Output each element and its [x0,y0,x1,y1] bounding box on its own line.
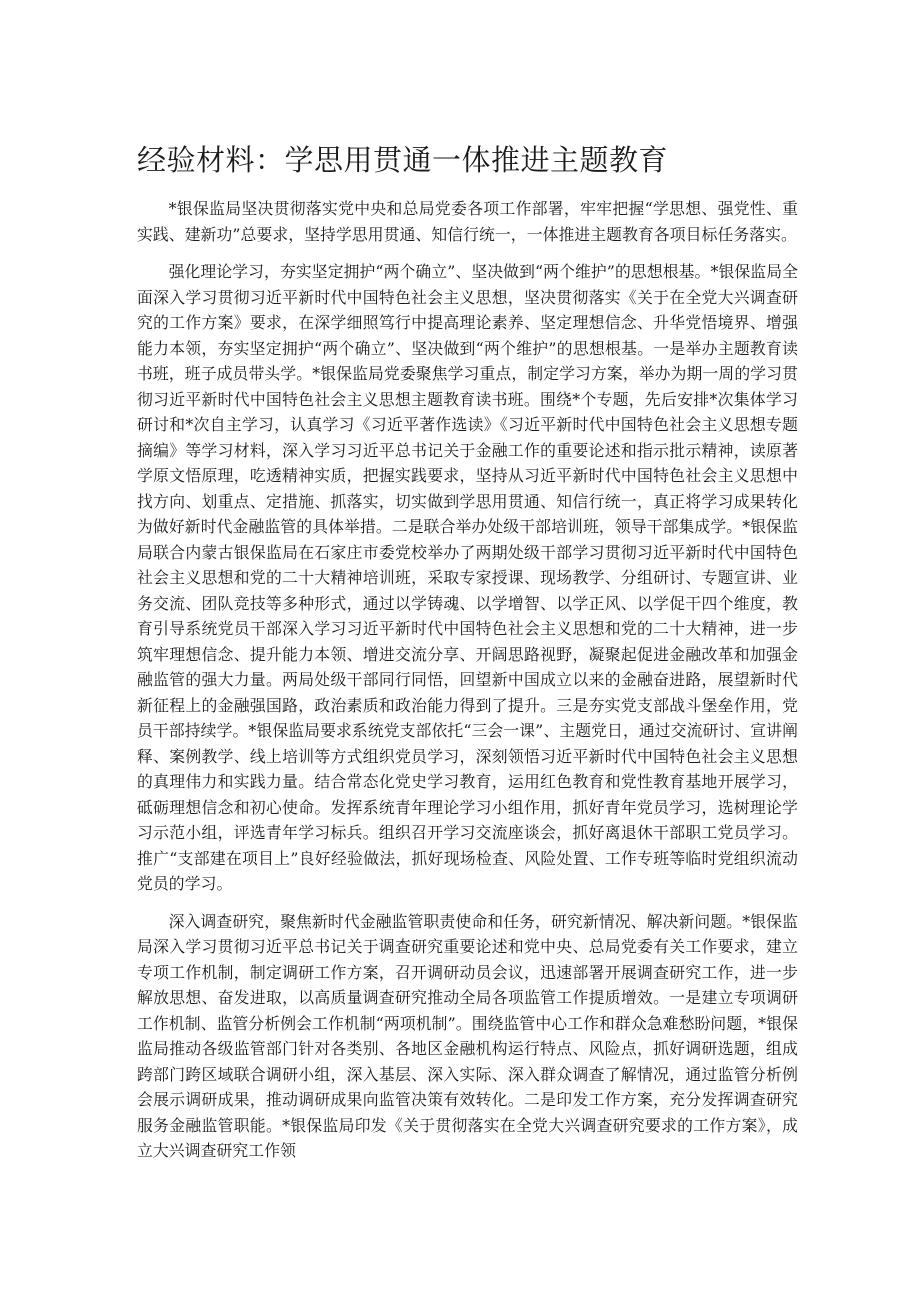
theory-study-paragraph: 强化理论学习，夯实坚定拥护“两个确立”、坚决做到“两个维护”的思想根基。*银保监局全面深入学习贯彻习近平新时代中国特色社会主义思想，坚决贯彻落实《关于在全党大兴调查研究的工作方案》要求，在深学细照笃行中提高理论素养、坚定理想信念、升华党悟境界、增强能力本领，夯实坚定拥护“两个确立”、坚决做到“两个维护”的思想根基。一是举办主题教育读书班，班子成员带头学。*银保监局党委聚焦学习重点，制定学习方案，举办为期一周的学习贯彻习近平新时代中国特色社会主义思想主题教育读书班。围绕*个专题，先后安排*次集体学习研讨和*次自主学习，认真学习《习近平著作选读》《习近平新时代中国特色社会主义思想专题摘编》等学习材料，深入学习习近平总书记关于金融工作的重要论述和指示批示精神，读原著学原文悟原理，吃透精神实质，把握实践要求，坚持从习近平新时代中国特色社会主义思想中找方向、划重点、定措施、抓落实，切实做到学思用贯通、知信行统一，真正将学习成果转化为做好新时代金融监管的具体举措。二是联合举办处级干部培训班，领导干部集成学。*银保监局联合内蒙古银保监局在石家庄市委党校举办了两期处级干部学习贯彻习近平新时代中国特色社会主义思想和党的二十大精神培训班，采取专家授课、现场教学、分组研讨、专题宣讲、业务交流、团队竞技等多种形式，通过以学铸魂、以学增智、以学正风、以学促干四个维度，教育引导系统党员干部深入学习习近平新时代中国特色社会主义思想和党的二十大精神，进一步筑牢理想信念、提升能力本领、增进交流分享、开阔思路视野，凝聚起促进金融改革和加强金融监管的强大力量。两局处级干部同行同悟，回望新中国成立以来的金融奋进路，展望新时代新征程上的金融强国路，政治素质和政治能力得到了提升。三是夯实党支部战斗堡垒作用，党员干部持续学。*银保监局要求系统党支部依托“三会一课”、主题党日，通过交流研讨、宣讲阐释、案例教学、线上培训等方式组织党员学习，深刻领悟习近平新时代中国特色社会主义思想的真理伟力和实践力量。结合常态化党史学习教育，运用红色教育和党性教育基地开展学习，砥砺理想信念和初心使命。发挥系统青年理论学习小组作用，抓好青年党员学习，选树理论学习示范小组，评选青年学习标兵。组织召开学习交流座谈会，抓好离退休干部职工党员学习。推广“支部建在项目上”良好经验做法，抓好现场检查、风险处置、工作专班等临时党组织流动党员的学习。 [137,262,798,893]
document-title: 经验材料：学思用贯通一体推进主题教育 [137,143,669,177]
intro-paragraph: *银保监局坚决贯彻落实党中央和总局党委各项工作部署，牢牢把握“学思想、强党性、重实践、建新功”总要求，坚持学思用贯通、知信行统一，一体推进主题教育各项目标任务落实。 [137,199,798,244]
investigation-research-paragraph: 深入调查研究，聚焦新时代金融监管职责使命和任务，研究新情况、解决新问题。*银保监局深入学习贯彻习近平总书记关于调查研究重要论述和党中央、总局党委有关工作要求，建立专项工作机制，制定调研工作方案，召开调研动员会议，迅速部署开展调查研究工作，进一步解放思想、奋发进取，以高质量调查研究推动全局各项监管工作提质增效。一是建立专项调研工作机制、监管分析例会工作机制“两项机制”。围绕监管中心工作和群众急难愁盼问题，*银保监局推动各级监管部门针对各类别、各地区金融机构运行特点、风险点，抓好调研选题，组成跨部门跨区域联合调研小组，深入基层、深入实际、深入群众调查了解情况，通过监管分析例会展示调研成果，推动调研成果向监管决策有效转化。二是印发工作方案，充分发挥调查研究服务金融监管职能。*银保监局印发《关于贯彻落实在全党大兴调查研究要求的工作方案》，成立大兴调查研究工作领 [137,911,798,1160]
